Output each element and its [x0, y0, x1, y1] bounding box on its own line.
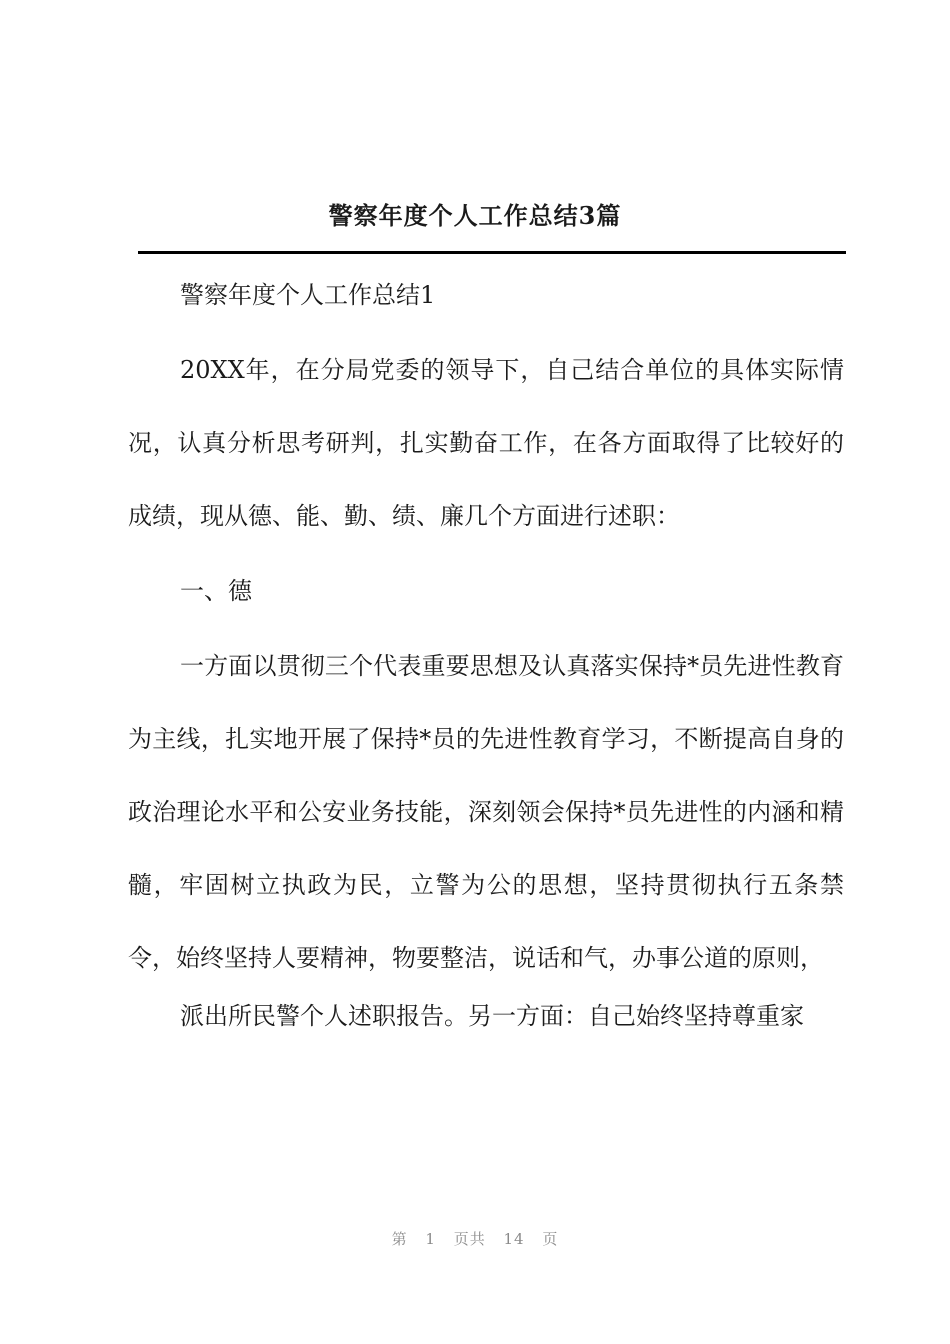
document-body: [128, 276, 844, 1072]
section-subheading: 一、德: [180, 577, 252, 605]
paragraph-intro: 20XX年，在分局党委的领导下，自己结合单位的具体实际情况，认真分析思考研判，扎实勤奋工作，在各方面取得了比较好的成绩，现从德、能、勤、绩、廉几个方面进行述职：: [128, 356, 844, 530]
title-divider: [138, 251, 846, 254]
section-heading: 警察年度个人工作总结1: [180, 281, 436, 309]
paragraph-morality: 一方面以贯彻三个代表重要思想及认真落实保持*员先进性教育为主线，扎实地开展了保持*员的先进性教育学习，不断提高自身的政治理论水平和公安业务技能，深刻领会保持*员先进性的内涵和精髓，牢固树立执政为民，立警为公的思想，坚持贯彻执行五条禁令，始终坚持人要精神，物要整洁，说话和气，办事公道的原则，: [128, 652, 844, 972]
footer-current-page: 1: [425, 1230, 436, 1248]
document-title: 警察年度个人工作总结3篇: [328, 201, 622, 230]
paragraph-continued: 派出所民警个人述职报告。另一方面：自己始终坚持尊重家: [180, 1002, 804, 1030]
footer-label-pages: 页: [542, 1230, 559, 1248]
footer-label-of: 页共: [453, 1230, 486, 1248]
footer-total-pages: 14: [503, 1230, 525, 1248]
page-footer: [0, 1228, 950, 1249]
footer-label-page: 第: [391, 1230, 408, 1248]
